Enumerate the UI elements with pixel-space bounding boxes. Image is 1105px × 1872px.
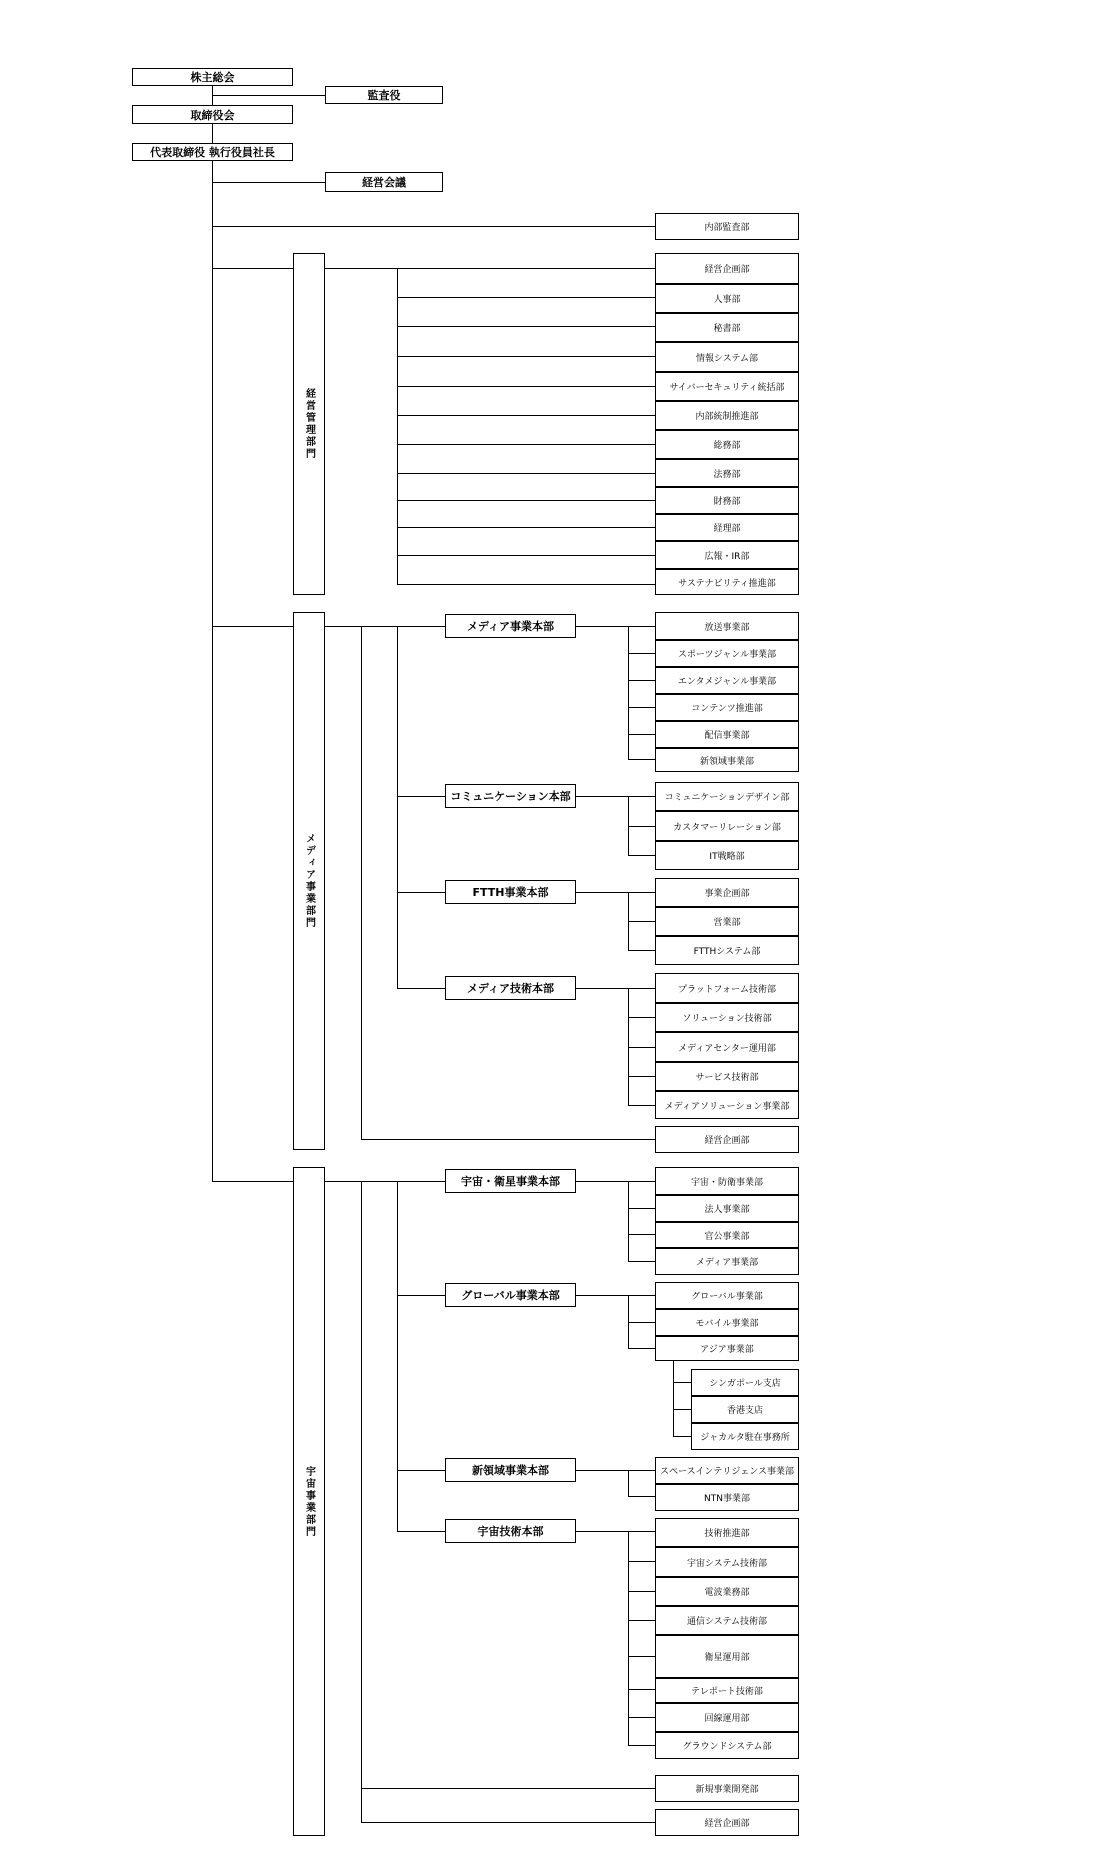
space-hq-3[interactable]: 新領域事業本部 (445, 1458, 576, 1482)
space-hq4-dept[interactable]: 宇宙システム技術部 (655, 1547, 799, 1577)
space-hq1-dept[interactable]: メディア事業部 (655, 1248, 799, 1275)
mgmt-dept-11[interactable]: 広報・IR部 (655, 541, 799, 569)
media-hq3-dept[interactable]: FTTHシステム部 (655, 936, 799, 965)
space-hq2-dept[interactable]: アジア事業部 (655, 1336, 799, 1361)
space-hq-1[interactable]: 宇宙・衛星事業本部 (445, 1169, 576, 1193)
president-box[interactable]: 代表取締役 執行役員社長 (132, 143, 293, 161)
space-hq1-dept[interactable]: 宇宙・防衛事業部 (655, 1167, 799, 1195)
media-hq4-dept[interactable]: プラットフォーム技術部 (655, 973, 799, 1003)
internal-audit-box[interactable]: 内部監査部 (655, 213, 799, 240)
media-hq1-dept[interactable]: スポーツジャンル事業部 (655, 640, 799, 667)
media-hq4-dept[interactable]: メディアソリューション事業部 (655, 1091, 799, 1119)
division-management[interactable]: 経営管理部門 (293, 253, 325, 595)
media-hq1-dept[interactable]: 新領域事業部 (655, 748, 799, 772)
space-hq2-dept[interactable]: グローバル事業部 (655, 1282, 799, 1309)
space-hq2-dept[interactable]: モバイル事業部 (655, 1309, 799, 1336)
mgmt-dept-9[interactable]: 財務部 (655, 487, 799, 514)
space-hq4-dept[interactable]: グラウンドシステム部 (655, 1732, 799, 1759)
media-hq1-dept[interactable]: 放送事業部 (655, 612, 799, 640)
space-hq1-dept[interactable]: 法人事業部 (655, 1195, 799, 1222)
media-hq2-dept[interactable]: IT戦略部 (655, 841, 799, 870)
board-box[interactable]: 取締役会 (132, 105, 293, 124)
management-meeting-box[interactable]: 経営会議 (325, 172, 443, 192)
space-hq4-dept[interactable]: 回線運用部 (655, 1703, 799, 1732)
media-hq-2[interactable]: コミュニケーション本部 (445, 784, 576, 808)
mgmt-dept-4[interactable]: 情報システム部 (655, 342, 799, 372)
space-hq3-dept[interactable]: スペースインテリジェンス事業部 (655, 1457, 799, 1484)
mgmt-dept-8[interactable]: 法務部 (655, 459, 799, 487)
space-direct-dept[interactable]: 経営企画部 (655, 1809, 799, 1836)
media-hq1-dept[interactable]: エンタメジャンル事業部 (655, 667, 799, 694)
space-hq-4[interactable]: 宇宙技術本部 (445, 1519, 576, 1543)
media-hq-4[interactable]: メディア技術本部 (445, 976, 576, 1000)
space-direct-dept[interactable]: 新規事業開発部 (655, 1775, 799, 1802)
media-hq-3[interactable]: FTTH事業本部 (445, 880, 576, 904)
space-hq4-dept[interactable]: 通信システム技術部 (655, 1606, 799, 1635)
media-hq1-dept[interactable]: コンテンツ推進部 (655, 694, 799, 721)
mgmt-dept-6[interactable]: 内部統制推進部 (655, 401, 799, 430)
division-space[interactable]: 宇宙事業部門 (293, 1167, 325, 1836)
media-hq1-dept[interactable]: 配信事業部 (655, 721, 799, 748)
space-hq4-dept[interactable]: 電波業務部 (655, 1577, 799, 1606)
media-hq4-dept[interactable]: メディアセンター運用部 (655, 1032, 799, 1062)
mgmt-dept-1[interactable]: 経営企画部 (655, 253, 799, 284)
space-hq4-dept[interactable]: 技術推進部 (655, 1518, 799, 1547)
media-hq2-dept[interactable]: カスタマーリレーション部 (655, 811, 799, 841)
mgmt-dept-10[interactable]: 経理部 (655, 514, 799, 541)
space-branch[interactable]: ジャカルタ駐在事務所 (691, 1423, 799, 1450)
space-hq4-dept[interactable]: 衛星運用部 (655, 1635, 799, 1678)
media-hq4-dept[interactable]: サービス技術部 (655, 1062, 799, 1091)
media-hq2-dept[interactable]: コミュニケーションデザイン部 (655, 782, 799, 811)
media-hq3-dept[interactable]: 事業企画部 (655, 878, 799, 907)
space-branch[interactable]: シンガポール支店 (691, 1369, 799, 1396)
space-hq1-dept[interactable]: 官公事業部 (655, 1222, 799, 1248)
auditor-box[interactable]: 監査役 (325, 86, 443, 104)
space-hq3-dept[interactable]: NTN事業部 (655, 1484, 799, 1511)
space-branch[interactable]: 香港支店 (691, 1396, 799, 1423)
shareholders-meeting-box[interactable]: 株主総会 (132, 68, 293, 86)
mgmt-dept-2[interactable]: 人事部 (655, 284, 799, 313)
media-hq3-dept[interactable]: 営業部 (655, 907, 799, 936)
space-hq-2[interactable]: グローバル事業本部 (445, 1283, 576, 1307)
mgmt-dept-12[interactable]: サステナビリティ推進部 (655, 569, 799, 595)
space-hq4-dept[interactable]: テレポート技術部 (655, 1678, 799, 1703)
media-direct-dept[interactable]: 経営企画部 (655, 1126, 799, 1153)
mgmt-dept-7[interactable]: 総務部 (655, 430, 799, 459)
media-hq-1[interactable]: メディア事業本部 (445, 614, 576, 638)
media-hq4-dept[interactable]: ソリューション技術部 (655, 1003, 799, 1032)
division-media[interactable]: メディア事業部門 (293, 612, 325, 1150)
mgmt-dept-3[interactable]: 秘書部 (655, 313, 799, 342)
mgmt-dept-5[interactable]: サイバーセキュリティ統括部 (655, 372, 799, 401)
